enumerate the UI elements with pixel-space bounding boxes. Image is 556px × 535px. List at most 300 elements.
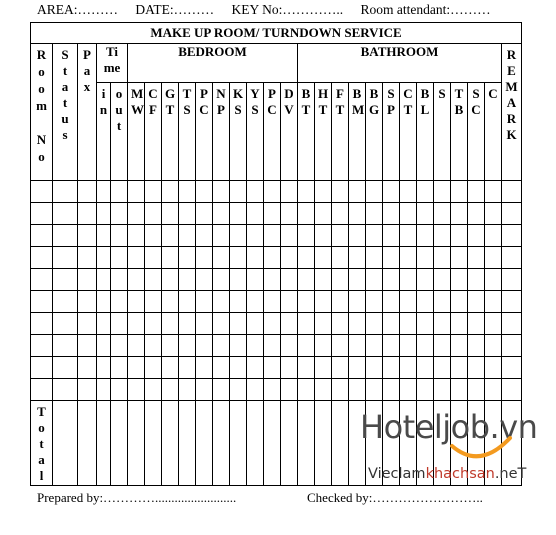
- total-cell[interactable]: [213, 401, 230, 486]
- entry-cell[interactable]: [366, 181, 383, 203]
- entry-cell[interactable]: [213, 379, 230, 401]
- entry-cell[interactable]: [468, 203, 485, 225]
- entry-cell[interactable]: [179, 291, 196, 313]
- entry-cell[interactable]: [383, 247, 400, 269]
- entry-cell[interactable]: [366, 313, 383, 335]
- entry-cell[interactable]: [383, 181, 400, 203]
- entry-cell[interactable]: [434, 269, 451, 291]
- entry-cell[interactable]: [111, 313, 128, 335]
- key-no-field[interactable]: KEY No:…………..: [231, 2, 344, 17]
- entry-cell[interactable]: [31, 269, 53, 291]
- entry-cell[interactable]: [281, 269, 298, 291]
- entry-cell[interactable]: [383, 357, 400, 379]
- entry-cell[interactable]: [97, 181, 111, 203]
- entry-cell[interactable]: [111, 203, 128, 225]
- entry-cell[interactable]: [349, 247, 366, 269]
- entry-cell[interactable]: [179, 203, 196, 225]
- total-cell[interactable]: [128, 401, 145, 486]
- entry-cell[interactable]: [264, 313, 281, 335]
- entry-cell[interactable]: [468, 379, 485, 401]
- entry-cell[interactable]: [230, 291, 247, 313]
- entry-cell[interactable]: [78, 225, 97, 247]
- entry-cell[interactable]: [485, 203, 502, 225]
- entry-cell[interactable]: [315, 379, 332, 401]
- entry-cell[interactable]: [417, 181, 434, 203]
- entry-cell[interactable]: [417, 291, 434, 313]
- entry-cell[interactable]: [97, 291, 111, 313]
- entry-cell[interactable]: [417, 379, 434, 401]
- entry-cell[interactable]: [111, 225, 128, 247]
- entry-cell[interactable]: [162, 357, 179, 379]
- entry-cell[interactable]: [349, 225, 366, 247]
- entry-cell[interactable]: [230, 335, 247, 357]
- entry-cell[interactable]: [468, 357, 485, 379]
- entry-cell[interactable]: [383, 269, 400, 291]
- entry-cell[interactable]: [485, 225, 502, 247]
- entry-cell[interactable]: [179, 313, 196, 335]
- entry-cell[interactable]: [162, 181, 179, 203]
- entry-cell[interactable]: [366, 247, 383, 269]
- entry-cell[interactable]: [145, 247, 162, 269]
- entry-cell[interactable]: [179, 181, 196, 203]
- entry-cell[interactable]: [502, 225, 522, 247]
- entry-cell[interactable]: [383, 335, 400, 357]
- entry-cell[interactable]: [196, 379, 213, 401]
- entry-cell[interactable]: [213, 313, 230, 335]
- total-cell[interactable]: [332, 401, 349, 486]
- room-attendant-field[interactable]: Room attendant:………: [360, 2, 491, 17]
- entry-cell[interactable]: [78, 181, 97, 203]
- entry-cell[interactable]: [196, 203, 213, 225]
- entry-cell[interactable]: [366, 335, 383, 357]
- entry-cell[interactable]: [366, 291, 383, 313]
- entry-cell[interactable]: [247, 203, 264, 225]
- entry-cell[interactable]: [31, 357, 53, 379]
- entry-cell[interactable]: [281, 379, 298, 401]
- entry-cell[interactable]: [332, 313, 349, 335]
- entry-cell[interactable]: [349, 269, 366, 291]
- entry-cell[interactable]: [196, 247, 213, 269]
- entry-cell[interactable]: [111, 247, 128, 269]
- entry-cell[interactable]: [400, 225, 417, 247]
- entry-cell[interactable]: [400, 181, 417, 203]
- entry-cell[interactable]: [196, 335, 213, 357]
- entry-cell[interactable]: [502, 357, 522, 379]
- entry-cell[interactable]: [230, 181, 247, 203]
- total-cell[interactable]: [315, 401, 332, 486]
- entry-cell[interactable]: [230, 269, 247, 291]
- entry-cell[interactable]: [230, 203, 247, 225]
- entry-cell[interactable]: [53, 225, 78, 247]
- total-cell[interactable]: [145, 401, 162, 486]
- entry-cell[interactable]: [468, 247, 485, 269]
- entry-cell[interactable]: [78, 203, 97, 225]
- entry-cell[interactable]: [31, 379, 53, 401]
- entry-cell[interactable]: [281, 291, 298, 313]
- entry-cell[interactable]: [349, 203, 366, 225]
- entry-cell[interactable]: [145, 269, 162, 291]
- entry-cell[interactable]: [78, 357, 97, 379]
- entry-cell[interactable]: [485, 313, 502, 335]
- entry-cell[interactable]: [247, 335, 264, 357]
- entry-cell[interactable]: [332, 203, 349, 225]
- entry-cell[interactable]: [196, 269, 213, 291]
- entry-cell[interactable]: [179, 247, 196, 269]
- entry-cell[interactable]: [298, 357, 315, 379]
- entry-cell[interactable]: [111, 379, 128, 401]
- entry-cell[interactable]: [31, 335, 53, 357]
- entry-cell[interactable]: [400, 335, 417, 357]
- entry-cell[interactable]: [128, 269, 145, 291]
- entry-cell[interactable]: [78, 379, 97, 401]
- entry-cell[interactable]: [53, 379, 78, 401]
- entry-cell[interactable]: [31, 225, 53, 247]
- entry-cell[interactable]: [264, 247, 281, 269]
- entry-cell[interactable]: [315, 181, 332, 203]
- entry-cell[interactable]: [213, 291, 230, 313]
- entry-cell[interactable]: [111, 291, 128, 313]
- entry-cell[interactable]: [264, 291, 281, 313]
- checked-by-field[interactable]: Checked by:……………………..: [307, 490, 483, 505]
- entry-cell[interactable]: [417, 357, 434, 379]
- entry-cell[interactable]: [145, 335, 162, 357]
- total-cell[interactable]: [162, 401, 179, 486]
- entry-cell[interactable]: [31, 291, 53, 313]
- entry-cell[interactable]: [502, 247, 522, 269]
- entry-cell[interactable]: [434, 203, 451, 225]
- entry-cell[interactable]: [400, 203, 417, 225]
- entry-cell[interactable]: [434, 379, 451, 401]
- entry-cell[interactable]: [213, 181, 230, 203]
- entry-cell[interactable]: [31, 313, 53, 335]
- entry-cell[interactable]: [451, 247, 468, 269]
- entry-cell[interactable]: [128, 225, 145, 247]
- entry-cell[interactable]: [179, 379, 196, 401]
- entry-cell[interactable]: [366, 379, 383, 401]
- entry-cell[interactable]: [264, 335, 281, 357]
- entry-cell[interactable]: [264, 379, 281, 401]
- entry-cell[interactable]: [78, 247, 97, 269]
- total-cell[interactable]: [298, 401, 315, 486]
- entry-cell[interactable]: [111, 269, 128, 291]
- entry-cell[interactable]: [128, 181, 145, 203]
- entry-cell[interactable]: [213, 269, 230, 291]
- entry-cell[interactable]: [468, 313, 485, 335]
- entry-cell[interactable]: [434, 313, 451, 335]
- entry-cell[interactable]: [468, 225, 485, 247]
- entry-cell[interactable]: [281, 181, 298, 203]
- entry-cell[interactable]: [128, 357, 145, 379]
- entry-cell[interactable]: [213, 357, 230, 379]
- entry-cell[interactable]: [213, 203, 230, 225]
- entry-cell[interactable]: [196, 225, 213, 247]
- entry-cell[interactable]: [434, 335, 451, 357]
- entry-cell[interactable]: [213, 225, 230, 247]
- entry-cell[interactable]: [213, 335, 230, 357]
- entry-cell[interactable]: [53, 291, 78, 313]
- entry-cell[interactable]: [349, 313, 366, 335]
- entry-cell[interactable]: [31, 203, 53, 225]
- entry-cell[interactable]: [434, 291, 451, 313]
- entry-cell[interactable]: [162, 313, 179, 335]
- entry-cell[interactable]: [247, 269, 264, 291]
- entry-cell[interactable]: [366, 225, 383, 247]
- entry-cell[interactable]: [485, 357, 502, 379]
- entry-cell[interactable]: [230, 357, 247, 379]
- entry-cell[interactable]: [366, 203, 383, 225]
- total-cell[interactable]: [247, 401, 264, 486]
- entry-cell[interactable]: [502, 269, 522, 291]
- entry-cell[interactable]: [162, 291, 179, 313]
- total-cell[interactable]: [78, 401, 97, 486]
- entry-cell[interactable]: [53, 269, 78, 291]
- entry-cell[interactable]: [502, 291, 522, 313]
- entry-cell[interactable]: [97, 335, 111, 357]
- entry-cell[interactable]: [97, 247, 111, 269]
- entry-cell[interactable]: [31, 247, 53, 269]
- entry-cell[interactable]: [383, 313, 400, 335]
- entry-cell[interactable]: [417, 225, 434, 247]
- date-field[interactable]: DATE:………: [135, 2, 215, 17]
- entry-cell[interactable]: [213, 247, 230, 269]
- area-field[interactable]: AREA:………: [37, 2, 118, 17]
- entry-cell[interactable]: [145, 203, 162, 225]
- entry-cell[interactable]: [485, 379, 502, 401]
- entry-cell[interactable]: [332, 247, 349, 269]
- entry-cell[interactable]: [349, 379, 366, 401]
- entry-cell[interactable]: [468, 335, 485, 357]
- entry-cell[interactable]: [315, 313, 332, 335]
- prepared-by-field[interactable]: Prepared by:………….........................: [37, 490, 237, 505]
- entry-cell[interactable]: [502, 379, 522, 401]
- entry-cell[interactable]: [162, 379, 179, 401]
- entry-cell[interactable]: [162, 335, 179, 357]
- entry-cell[interactable]: [145, 291, 162, 313]
- entry-cell[interactable]: [315, 291, 332, 313]
- entry-cell[interactable]: [298, 269, 315, 291]
- total-cell[interactable]: [230, 401, 247, 486]
- entry-cell[interactable]: [247, 247, 264, 269]
- entry-cell[interactable]: [247, 313, 264, 335]
- entry-cell[interactable]: [281, 357, 298, 379]
- entry-cell[interactable]: [332, 225, 349, 247]
- entry-cell[interactable]: [502, 203, 522, 225]
- entry-cell[interactable]: [111, 181, 128, 203]
- entry-cell[interactable]: [502, 313, 522, 335]
- entry-cell[interactable]: [332, 291, 349, 313]
- entry-cell[interactable]: [264, 203, 281, 225]
- entry-cell[interactable]: [332, 379, 349, 401]
- entry-cell[interactable]: [97, 225, 111, 247]
- entry-cell[interactable]: [53, 313, 78, 335]
- entry-cell[interactable]: [332, 335, 349, 357]
- entry-cell[interactable]: [451, 335, 468, 357]
- entry-cell[interactable]: [31, 181, 53, 203]
- entry-cell[interactable]: [332, 181, 349, 203]
- entry-cell[interactable]: [298, 203, 315, 225]
- entry-cell[interactable]: [230, 379, 247, 401]
- entry-cell[interactable]: [230, 313, 247, 335]
- entry-cell[interactable]: [78, 313, 97, 335]
- entry-cell[interactable]: [128, 335, 145, 357]
- entry-cell[interactable]: [196, 313, 213, 335]
- entry-cell[interactable]: [179, 225, 196, 247]
- entry-cell[interactable]: [78, 335, 97, 357]
- entry-cell[interactable]: [298, 379, 315, 401]
- entry-cell[interactable]: [247, 379, 264, 401]
- entry-cell[interactable]: [400, 269, 417, 291]
- entry-cell[interactable]: [349, 335, 366, 357]
- entry-cell[interactable]: [417, 335, 434, 357]
- entry-cell[interactable]: [315, 203, 332, 225]
- entry-cell[interactable]: [128, 247, 145, 269]
- entry-cell[interactable]: [247, 181, 264, 203]
- entry-cell[interactable]: [179, 269, 196, 291]
- total-cell[interactable]: [281, 401, 298, 486]
- total-cell[interactable]: [111, 401, 128, 486]
- entry-cell[interactable]: [264, 357, 281, 379]
- entry-cell[interactable]: [468, 269, 485, 291]
- entry-cell[interactable]: [97, 357, 111, 379]
- entry-cell[interactable]: [468, 181, 485, 203]
- entry-cell[interactable]: [400, 379, 417, 401]
- entry-cell[interactable]: [196, 181, 213, 203]
- entry-cell[interactable]: [298, 291, 315, 313]
- entry-cell[interactable]: [417, 269, 434, 291]
- entry-cell[interactable]: [332, 269, 349, 291]
- entry-cell[interactable]: [349, 357, 366, 379]
- entry-cell[interactable]: [298, 313, 315, 335]
- entry-cell[interactable]: [162, 269, 179, 291]
- entry-cell[interactable]: [128, 379, 145, 401]
- entry-cell[interactable]: [332, 357, 349, 379]
- entry-cell[interactable]: [451, 269, 468, 291]
- entry-cell[interactable]: [230, 247, 247, 269]
- total-cell[interactable]: [264, 401, 281, 486]
- entry-cell[interactable]: [298, 225, 315, 247]
- entry-cell[interactable]: [281, 203, 298, 225]
- entry-cell[interactable]: [366, 357, 383, 379]
- entry-cell[interactable]: [53, 247, 78, 269]
- entry-cell[interactable]: [383, 379, 400, 401]
- entry-cell[interactable]: [264, 181, 281, 203]
- entry-cell[interactable]: [128, 313, 145, 335]
- entry-cell[interactable]: [485, 335, 502, 357]
- entry-cell[interactable]: [485, 247, 502, 269]
- entry-cell[interactable]: [145, 379, 162, 401]
- entry-cell[interactable]: [383, 203, 400, 225]
- entry-cell[interactable]: [230, 225, 247, 247]
- entry-cell[interactable]: [145, 181, 162, 203]
- entry-cell[interactable]: [400, 247, 417, 269]
- entry-cell[interactable]: [264, 225, 281, 247]
- entry-cell[interactable]: [145, 313, 162, 335]
- entry-cell[interactable]: [97, 313, 111, 335]
- entry-cell[interactable]: [281, 313, 298, 335]
- entry-cell[interactable]: [53, 181, 78, 203]
- entry-cell[interactable]: [315, 225, 332, 247]
- entry-cell[interactable]: [451, 379, 468, 401]
- entry-cell[interactable]: [417, 247, 434, 269]
- entry-cell[interactable]: [53, 335, 78, 357]
- entry-cell[interactable]: [298, 335, 315, 357]
- entry-cell[interactable]: [417, 313, 434, 335]
- total-cell[interactable]: [53, 401, 78, 486]
- entry-cell[interactable]: [264, 269, 281, 291]
- total-cell[interactable]: [179, 401, 196, 486]
- entry-cell[interactable]: [434, 225, 451, 247]
- entry-cell[interactable]: [349, 181, 366, 203]
- entry-cell[interactable]: [78, 269, 97, 291]
- entry-cell[interactable]: [247, 291, 264, 313]
- entry-cell[interactable]: [281, 335, 298, 357]
- entry-cell[interactable]: [434, 181, 451, 203]
- entry-cell[interactable]: [281, 225, 298, 247]
- entry-cell[interactable]: [247, 357, 264, 379]
- entry-cell[interactable]: [78, 291, 97, 313]
- entry-cell[interactable]: [315, 247, 332, 269]
- entry-cell[interactable]: [485, 291, 502, 313]
- entry-cell[interactable]: [451, 203, 468, 225]
- entry-cell[interactable]: [400, 313, 417, 335]
- entry-cell[interactable]: [111, 335, 128, 357]
- entry-cell[interactable]: [485, 269, 502, 291]
- entry-cell[interactable]: [468, 291, 485, 313]
- entry-cell[interactable]: [97, 379, 111, 401]
- entry-cell[interactable]: [145, 357, 162, 379]
- entry-cell[interactable]: [383, 291, 400, 313]
- entry-cell[interactable]: [400, 291, 417, 313]
- total-cell[interactable]: [97, 401, 111, 486]
- entry-cell[interactable]: [128, 203, 145, 225]
- entry-cell[interactable]: [162, 225, 179, 247]
- entry-cell[interactable]: [383, 225, 400, 247]
- entry-cell[interactable]: [145, 225, 162, 247]
- entry-cell[interactable]: [349, 291, 366, 313]
- entry-cell[interactable]: [315, 357, 332, 379]
- entry-cell[interactable]: [162, 247, 179, 269]
- entry-cell[interactable]: [315, 269, 332, 291]
- entry-cell[interactable]: [53, 357, 78, 379]
- entry-cell[interactable]: [162, 203, 179, 225]
- entry-cell[interactable]: [366, 269, 383, 291]
- entry-cell[interactable]: [196, 357, 213, 379]
- entry-cell[interactable]: [53, 203, 78, 225]
- entry-cell[interactable]: [451, 181, 468, 203]
- entry-cell[interactable]: [451, 225, 468, 247]
- entry-cell[interactable]: [451, 357, 468, 379]
- entry-cell[interactable]: [400, 357, 417, 379]
- entry-cell[interactable]: [451, 313, 468, 335]
- entry-cell[interactable]: [128, 291, 145, 313]
- entry-cell[interactable]: [179, 357, 196, 379]
- entry-cell[interactable]: [298, 181, 315, 203]
- entry-cell[interactable]: [315, 335, 332, 357]
- entry-cell[interactable]: [417, 203, 434, 225]
- entry-cell[interactable]: [451, 291, 468, 313]
- entry-cell[interactable]: [97, 203, 111, 225]
- entry-cell[interactable]: [281, 247, 298, 269]
- total-cell[interactable]: [196, 401, 213, 486]
- entry-cell[interactable]: [179, 335, 196, 357]
- entry-cell[interactable]: [97, 269, 111, 291]
- entry-cell[interactable]: [485, 181, 502, 203]
- entry-cell[interactable]: [434, 357, 451, 379]
- entry-cell[interactable]: [247, 225, 264, 247]
- entry-cell[interactable]: [434, 247, 451, 269]
- entry-cell[interactable]: [196, 291, 213, 313]
- entry-cell[interactable]: [502, 181, 522, 203]
